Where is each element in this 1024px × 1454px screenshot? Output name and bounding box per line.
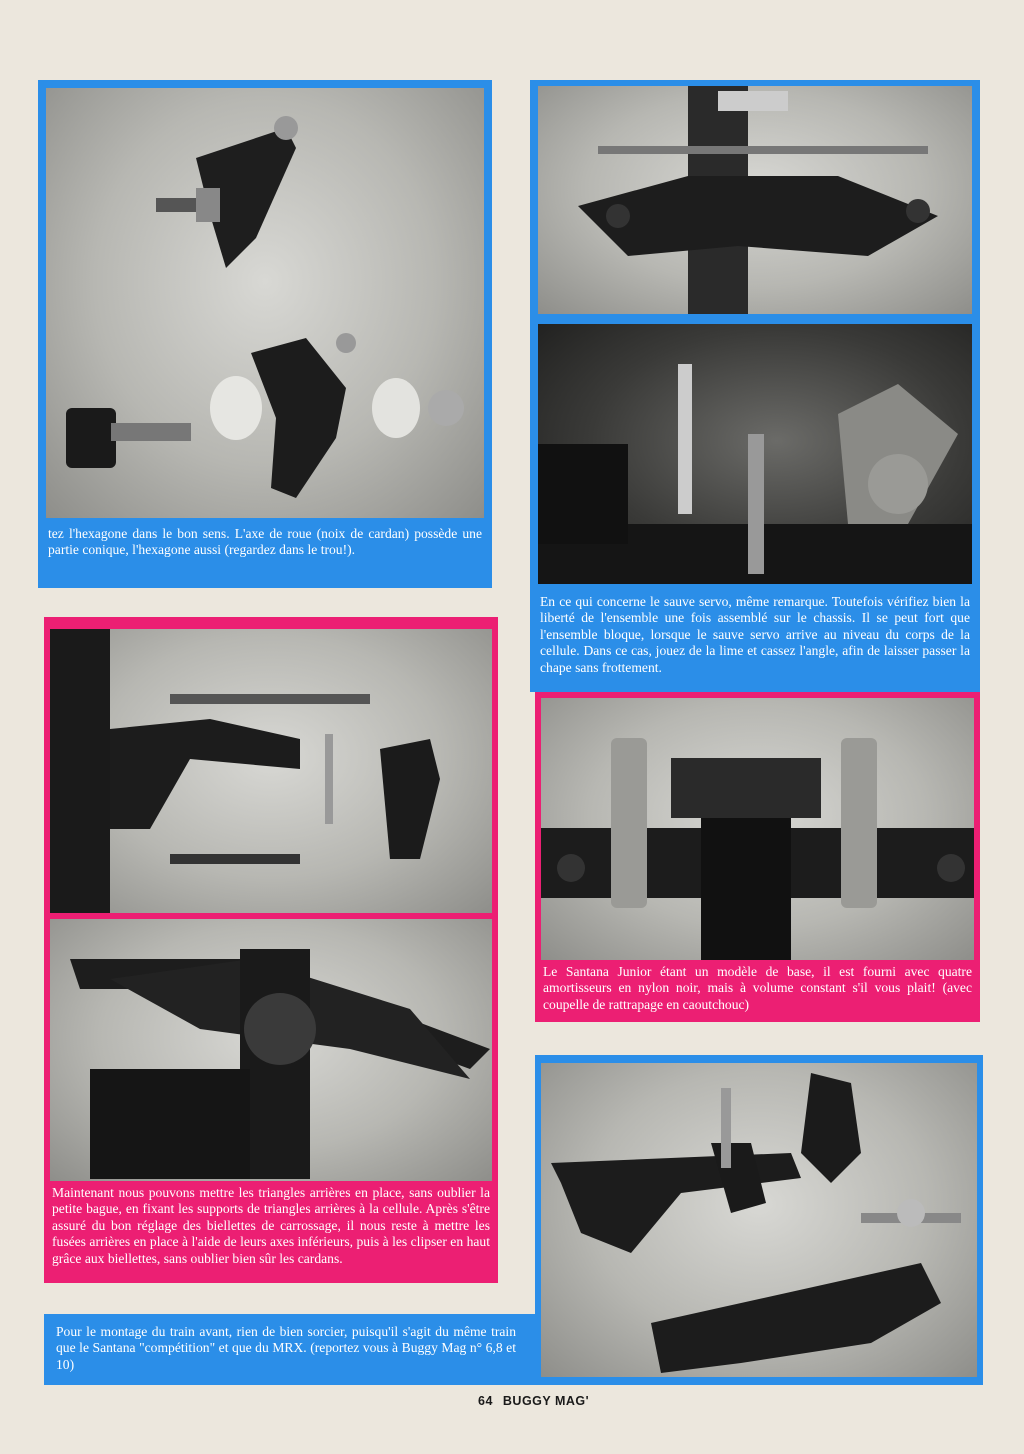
servo-saver-illustration xyxy=(538,324,972,584)
photo-direction-avant xyxy=(538,86,972,314)
panel-sauve-servo xyxy=(530,80,980,692)
photo-sauve-servo xyxy=(538,324,972,584)
page-number: 64 xyxy=(478,1394,493,1408)
photo-pieces-arriere xyxy=(50,629,492,913)
panel-amortisseurs xyxy=(535,692,980,1022)
photo-train-arriere xyxy=(50,919,492,1181)
caption-train-avant: Pour le montage du train avant, rien de bien sorcier, puisqu'il s'agit du même train que le Santana "compétition" et que du MRX. (reportez vous à Buggy Mag n° 6,8 et 10) xyxy=(56,1324,516,1372)
caption-sauve-servo: En ce qui concerne le sauve servo, même remarque. Toutefois vérifiez bien la liberté de l'ensemble une fois assemblé sur le chassis. Il se peut fort que l'ensemble bloque, lorsque le sauve servo arrive au niveau du corps de la cellule. Dans ce cas, jouez de la lime et cassez l'angle, afin de laisser passer la chape sans frottement. xyxy=(540,594,970,675)
panel-hexagone xyxy=(38,80,492,588)
caption-triangles: Maintenant nous pouvons mettre les triangles arrières en place, sans oublier la petite bague, en fixant les supports de triangles arrières à la cellule. Après s'être assuré du bon réglage des biellettes de carrossage, il nous reste à mettre les fusées arrières en place à l'aide de leurs axes inférieurs, puis à les clipser en haut grâce aux biellettes, sans oublier bien sûr les cardans. xyxy=(52,1185,490,1266)
page-footer xyxy=(478,1394,599,1408)
photo-pieces-avant xyxy=(541,1063,977,1377)
rear-parts-illustration xyxy=(50,629,492,913)
magazine-name: BUGGY MAG' xyxy=(502,1394,590,1408)
front-parts-illustration xyxy=(541,1063,977,1377)
shocks-illustration xyxy=(541,698,974,960)
panel-train-avant-caption xyxy=(44,1314,535,1385)
caption-hexagone: tez l'hexagone dans le bon sens. L'axe de roue (noix de cardan) possède une partie conique, l'hexagone aussi (regardez dans le trou!). xyxy=(48,526,482,558)
caption-amortisseurs: Le Santana Junior étant un modèle de base, il est fourni avec quatre amortisseurs en nylon noir, mais à volume constant s'il vous plait! (avec coupelle de rattrapage en caoutchouc) xyxy=(543,964,972,1012)
steering-illustration xyxy=(538,86,972,314)
rear-axle-illustration xyxy=(50,919,492,1181)
photo-amortisseurs xyxy=(541,698,974,960)
photo-fusee-hexagone xyxy=(46,88,484,518)
panel-triangles xyxy=(44,617,498,1283)
panel-train-avant-photo xyxy=(535,1055,983,1385)
parts-illustration xyxy=(46,88,484,518)
